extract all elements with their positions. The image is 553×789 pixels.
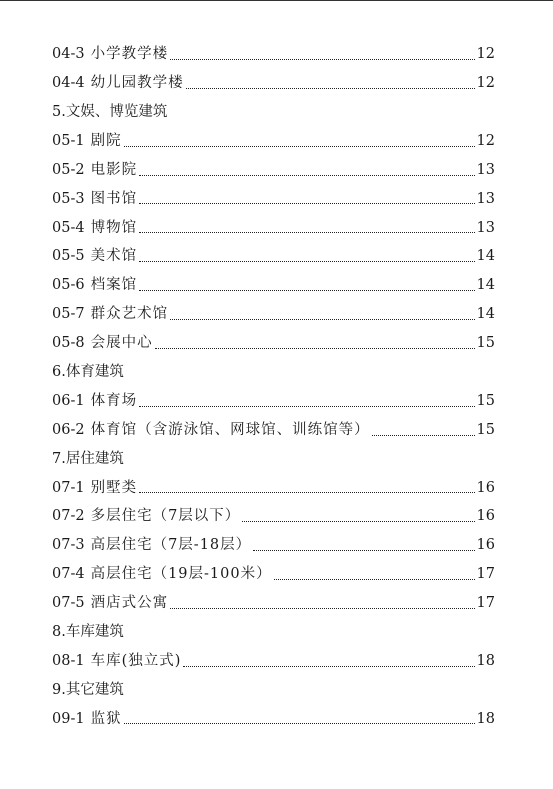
entry-code: 05-6 — [52, 277, 85, 294]
entry-title: 小学教学楼 — [90, 46, 169, 63]
entry-title: 体育馆（含游泳馆、网球馆、训练馆等） — [90, 421, 370, 438]
entry-code: 07-5 — [52, 595, 85, 612]
toc-entry — [52, 704, 495, 733]
entry-code: 08-1 — [52, 652, 85, 669]
entry-page-number: 16 — [476, 508, 495, 525]
entry-code: 05-4 — [52, 219, 85, 236]
toc-section-heading — [52, 98, 495, 127]
entry-label — [52, 307, 168, 322]
entry-label — [52, 76, 184, 91]
toc-entry — [52, 589, 495, 618]
dot-leader — [139, 203, 474, 204]
dot-leader — [170, 608, 474, 609]
dot-leader — [186, 88, 475, 89]
toc-entry — [52, 473, 495, 502]
top-border-line — [0, 0, 553, 1]
entry-page-number: 14 — [476, 277, 495, 294]
entry-label — [52, 163, 137, 178]
dot-leader — [139, 406, 474, 407]
toc-entry — [52, 184, 495, 213]
entry-page-number: 15 — [476, 335, 495, 352]
entry-code: 05-8 — [52, 335, 85, 352]
entry-label — [52, 423, 370, 438]
entry-code: 09-1 — [52, 710, 85, 727]
toc-entry — [52, 329, 495, 358]
entry-label — [52, 654, 181, 669]
entry-code: 04-3 — [52, 46, 85, 63]
entry-page-number: 14 — [476, 248, 495, 265]
section-title: 9.其它建筑 — [52, 681, 124, 698]
entry-label — [52, 567, 272, 582]
entry-page-number: 12 — [476, 132, 495, 149]
entry-page-number: 14 — [476, 306, 495, 323]
toc-entry — [52, 531, 495, 560]
entry-page-number: 15 — [476, 392, 495, 409]
entry-title: 高层住宅（7层-18层） — [90, 537, 252, 554]
toc-entry — [52, 416, 495, 445]
entry-label — [52, 509, 240, 524]
entry-label — [52, 596, 168, 611]
entry-label — [52, 336, 153, 351]
entry-code: 07-2 — [52, 508, 85, 525]
entry-code: 07-1 — [52, 479, 85, 496]
entry-title: 群众艺术馆 — [90, 306, 169, 323]
entry-title: 剧院 — [90, 132, 122, 149]
entry-title: 幼儿园教学楼 — [90, 75, 184, 92]
entry-page-number: 13 — [476, 161, 495, 178]
toc-entry — [52, 40, 495, 69]
entry-code: 05-3 — [52, 190, 85, 207]
entry-label — [52, 394, 137, 409]
entry-label — [52, 134, 122, 149]
entry-label — [52, 278, 137, 293]
entry-page-number: 16 — [476, 479, 495, 496]
dot-leader — [183, 666, 474, 667]
toc-entry — [52, 242, 495, 271]
entry-label — [52, 712, 122, 727]
section-title: 6.体育建筑 — [52, 363, 124, 380]
toc-entry — [52, 127, 495, 156]
entry-page-number: 17 — [476, 566, 495, 583]
entry-label — [52, 249, 137, 264]
entry-title: 图书馆 — [90, 190, 138, 207]
entry-code: 07-3 — [52, 537, 85, 554]
dot-leader — [139, 232, 474, 233]
toc-entry — [52, 213, 495, 242]
dot-leader — [139, 261, 474, 262]
entry-page-number: 15 — [476, 421, 495, 438]
entry-title: 车库(独立式) — [90, 652, 182, 669]
entry-page-number: 12 — [476, 46, 495, 63]
entry-title: 电影院 — [90, 161, 138, 178]
toc-entry — [52, 69, 495, 98]
dot-leader — [139, 492, 474, 493]
toc-section-heading — [52, 676, 495, 705]
entry-title: 博物馆 — [90, 219, 138, 236]
entry-title: 酒店式公寓 — [90, 595, 169, 612]
entry-title: 别墅类 — [90, 479, 138, 496]
entry-title: 体育场 — [90, 392, 138, 409]
dot-leader — [155, 348, 475, 349]
entry-page-number: 16 — [476, 537, 495, 554]
entry-title: 监狱 — [90, 710, 122, 727]
dot-leader — [372, 435, 475, 436]
entry-page-number: 17 — [476, 595, 495, 612]
dot-leader — [124, 723, 475, 724]
entry-page-number: 18 — [476, 652, 495, 669]
toc-entry — [52, 300, 495, 329]
entry-label — [52, 192, 137, 207]
entry-code: 06-1 — [52, 392, 85, 409]
toc-entry — [52, 560, 495, 589]
toc-entry — [52, 647, 495, 676]
entry-code: 05-1 — [52, 132, 85, 149]
entry-page-number: 13 — [476, 219, 495, 236]
entry-page-number: 12 — [476, 75, 495, 92]
section-title: 8.车库建筑 — [52, 624, 124, 640]
entry-label — [52, 481, 137, 496]
entry-label — [52, 538, 251, 553]
entry-code: 07-4 — [52, 566, 85, 583]
entry-page-number: 13 — [476, 190, 495, 207]
dot-leader — [139, 175, 474, 176]
toc-section-heading — [52, 358, 495, 387]
entry-title: 会展中心 — [90, 335, 153, 352]
entry-page-number: 18 — [476, 710, 495, 727]
toc-section-heading — [52, 618, 495, 647]
entry-title: 多层住宅（7层以下） — [90, 508, 241, 525]
entry-label — [52, 47, 168, 62]
entry-code: 04-4 — [52, 75, 85, 92]
toc-entry — [52, 502, 495, 531]
dot-leader — [274, 579, 475, 580]
table-of-contents — [52, 40, 495, 733]
toc-entry — [52, 271, 495, 300]
entry-title: 高层住宅（19层-100米） — [90, 566, 272, 583]
dot-leader — [253, 550, 474, 551]
dot-leader — [170, 319, 474, 320]
toc-entry — [52, 156, 495, 185]
entry-code: 05-7 — [52, 306, 85, 323]
entry-code: 06-2 — [52, 421, 85, 438]
dot-leader — [139, 290, 474, 291]
entry-title: 档案馆 — [90, 277, 138, 294]
entry-code: 05-5 — [52, 248, 85, 265]
dot-leader — [124, 146, 475, 147]
section-title: 7.居住建筑 — [52, 450, 124, 467]
dot-leader — [170, 59, 474, 60]
entry-code: 05-2 — [52, 161, 85, 178]
toc-entry — [52, 387, 495, 416]
dot-leader — [242, 521, 474, 522]
entry-label — [52, 221, 137, 236]
entry-title: 美术馆 — [90, 248, 138, 265]
toc-section-heading — [52, 444, 495, 473]
section-title: 5.文娱、博览建筑 — [52, 103, 168, 120]
